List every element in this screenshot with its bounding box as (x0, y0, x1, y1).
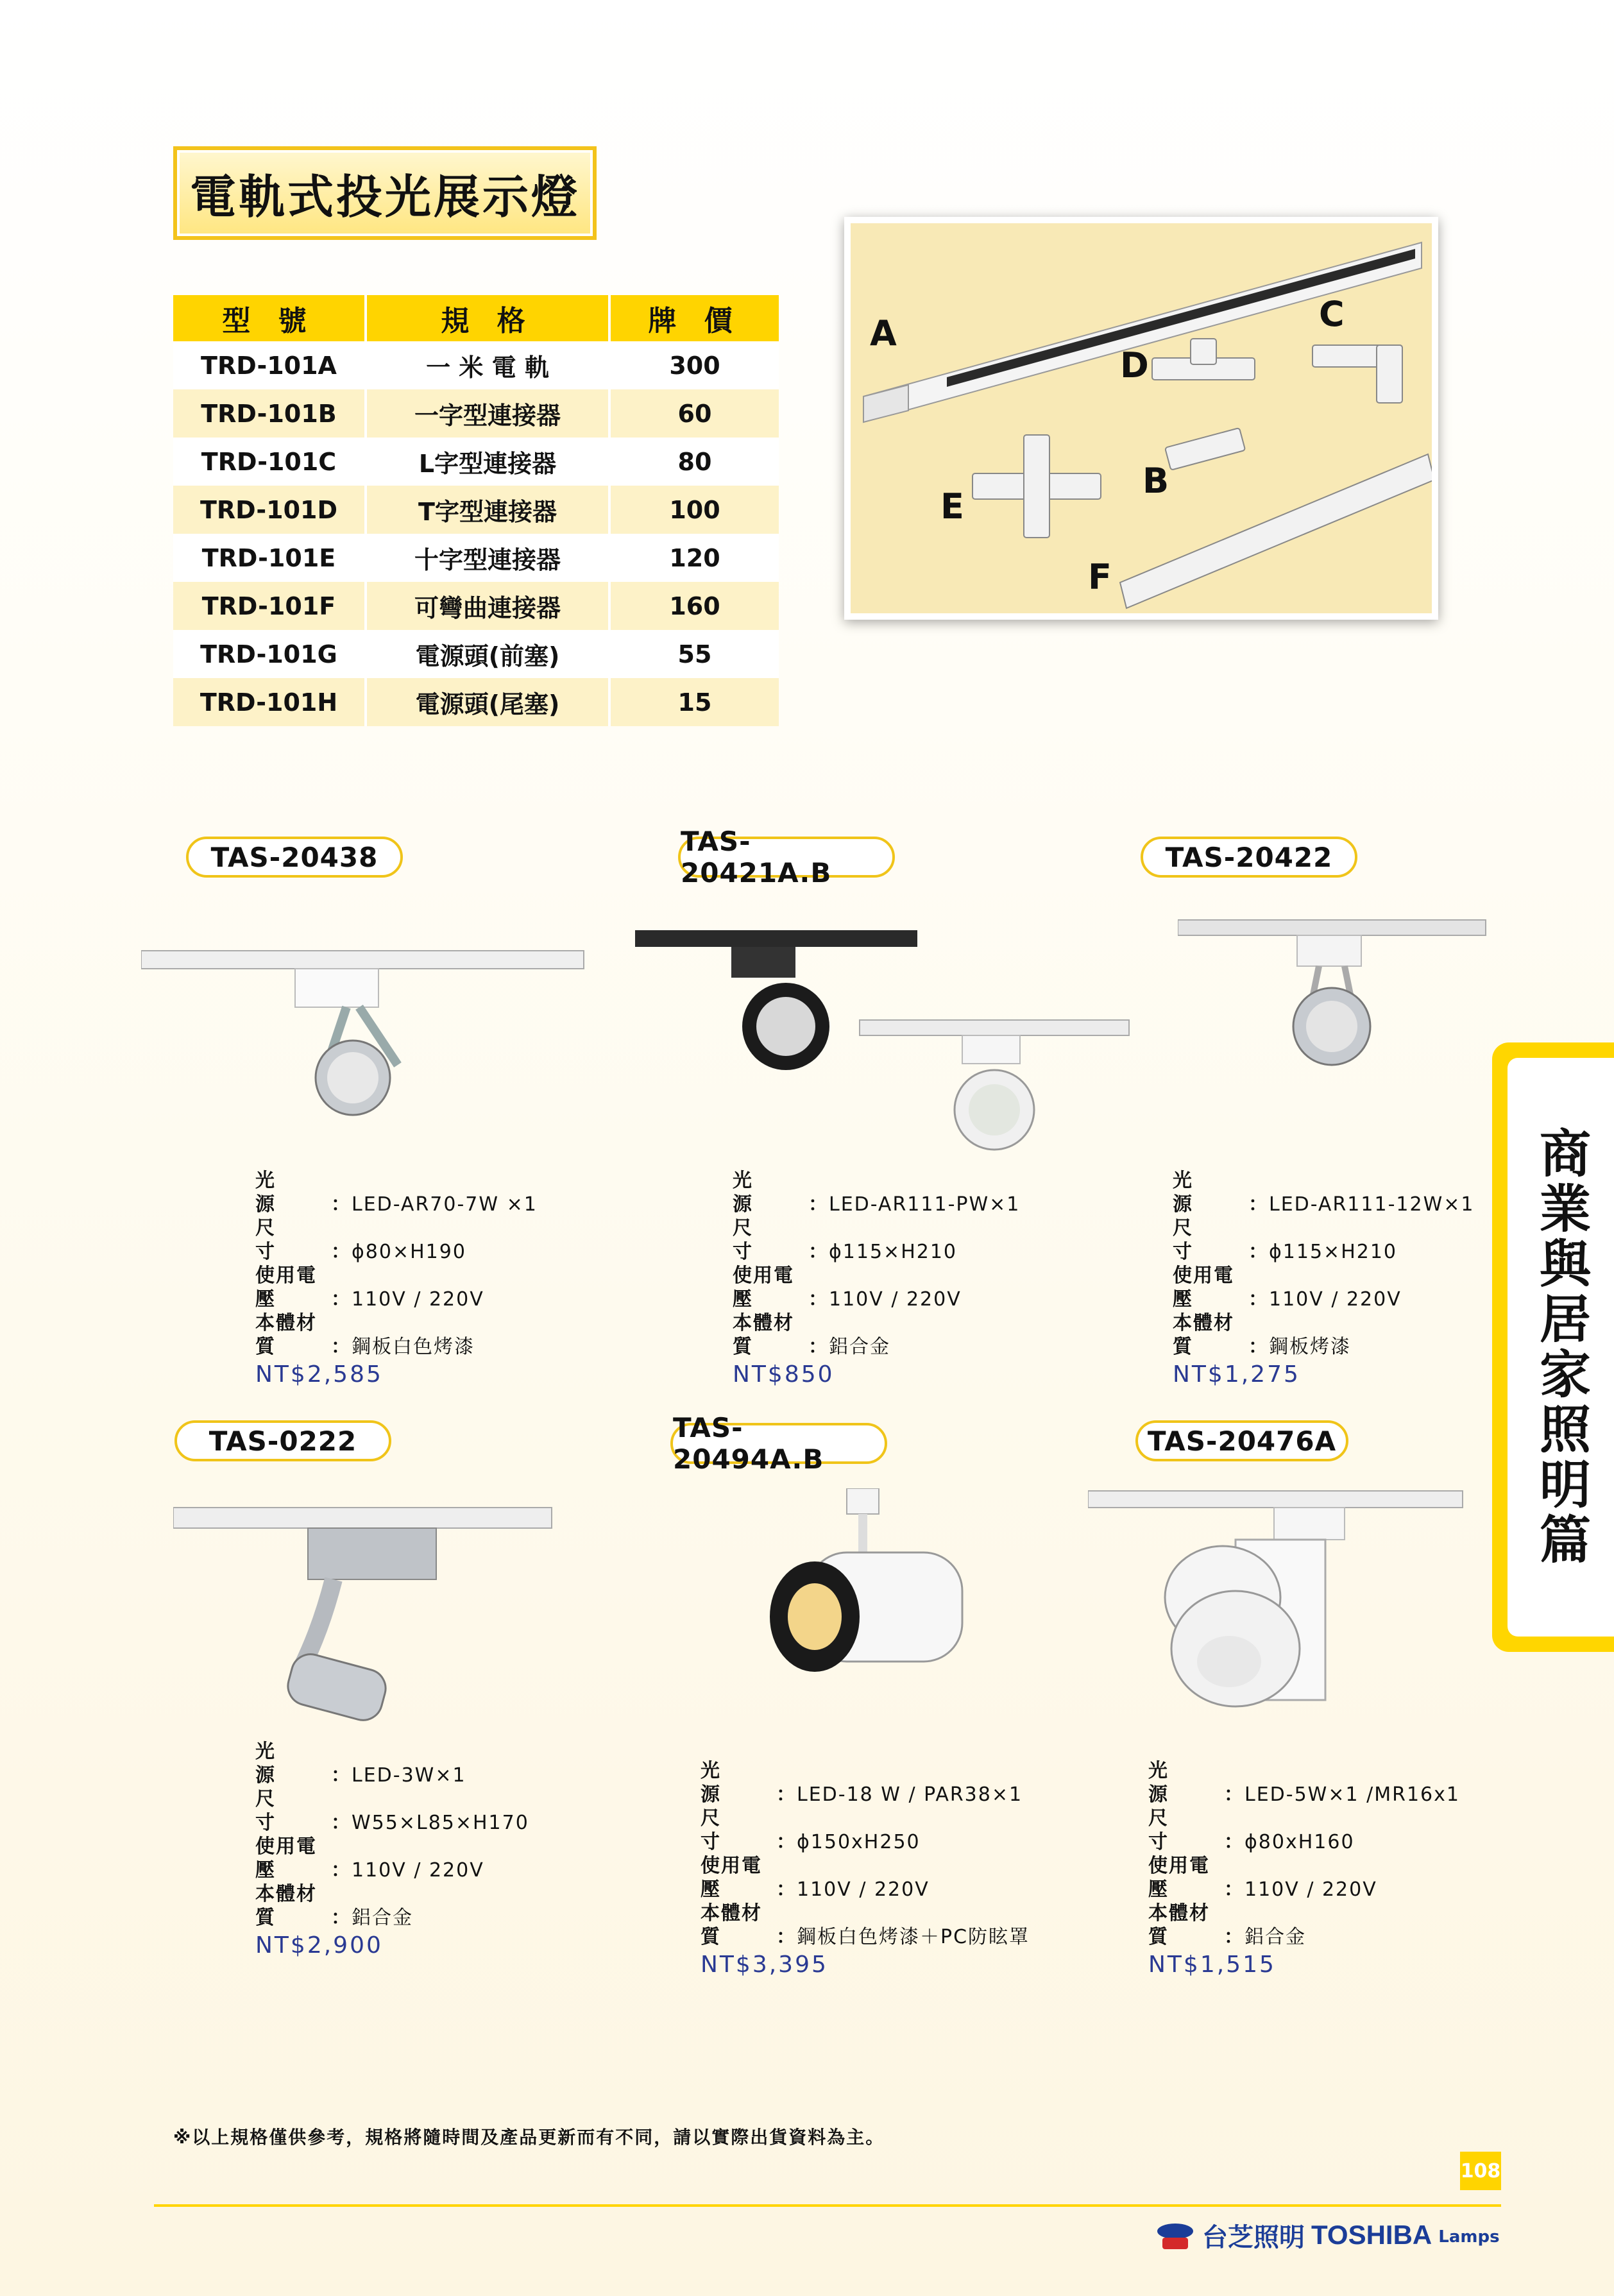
spec-key-size: 尺 寸： (1173, 1217, 1269, 1263)
spec-key-source: 光 源： (255, 1740, 352, 1787)
table-row (173, 438, 779, 486)
brand-name-sub: Lamps (1438, 2227, 1500, 2247)
spec-key-material: 本體材質： (255, 1883, 352, 1929)
spec-key-voltage: 使用電壓： (1148, 1855, 1244, 1901)
spec-size: ϕ80×H190 (352, 1241, 466, 1263)
spec-key-voltage: 使用電壓： (255, 1264, 352, 1311)
spec-key-size: 尺 寸： (733, 1217, 829, 1263)
product-price: NT$2,585 (255, 1361, 383, 1388)
cell-price: 55 (609, 630, 779, 678)
spec-size: W55×L85×H170 (352, 1812, 529, 1834)
table-row (173, 678, 779, 726)
cell-price: 120 (609, 534, 779, 582)
spec-material: 鋼板白色烤漆 (352, 1336, 475, 1358)
footer-divider (154, 2204, 1501, 2207)
specs-tas-20438 (255, 1169, 538, 1386)
table-header-row (173, 295, 779, 341)
spec-size: ϕ80xH160 (1244, 1831, 1355, 1853)
label-b: B (1143, 461, 1169, 501)
table-row (173, 389, 779, 438)
label-d: D (1120, 345, 1149, 386)
spec-source: LED-AR70-7W ×1 (352, 1193, 538, 1216)
cell-price: 160 (609, 582, 779, 630)
specs-tas-20422 (1173, 1169, 1474, 1386)
specs-tas-20476a (1148, 1759, 1460, 1977)
spec-voltage: 110V / 220V (352, 1288, 484, 1311)
header-price: 牌 價 (609, 295, 779, 341)
spec-size: ϕ115×H210 (1269, 1241, 1398, 1263)
spec-source: LED-AR111-12W×1 (1269, 1193, 1475, 1216)
spec-size: ϕ115×H210 (829, 1241, 958, 1263)
model-pill-tas-20494ab: TAS-20494A.B (670, 1423, 887, 1464)
spec-key-source: 光 源： (733, 1169, 829, 1216)
spec-material: 鋼板烤漆 (1269, 1336, 1351, 1358)
spec-material: 鋁合金 (1244, 1926, 1306, 1948)
cell-price: 100 (609, 486, 779, 534)
spec-key-voltage: 使用電壓： (701, 1855, 797, 1901)
specs-tas-20494ab (701, 1759, 1030, 1977)
table-row (173, 341, 779, 389)
cell-spec: T字型連接器 (366, 486, 609, 534)
spec-source: LED-5W×1 /MR16x1 (1244, 1783, 1460, 1806)
specs-tas-0222 (255, 1740, 529, 1957)
cell-model: TRD-101B (173, 389, 366, 438)
spec-key-material: 本體材質： (255, 1312, 352, 1358)
cell-model: TRD-101H (173, 678, 366, 726)
model-pill-tas-20438: TAS-20438 (186, 837, 403, 878)
cell-model: TRD-101D (173, 486, 366, 534)
spec-key-size: 尺 寸： (255, 1217, 352, 1263)
product-image-tas-20494ab (763, 1488, 975, 1700)
disclaimer-note: ※以上規格僅供參考，規格將隨時間及產品更新而有不同，請以實際出貨資料為主。 (173, 2127, 885, 2148)
spec-key-material: 本體材質： (1148, 1902, 1244, 1948)
table-row (173, 534, 779, 582)
spec-source: LED-18 W / PAR38×1 (797, 1783, 1023, 1806)
cell-spec: 十字型連接器 (366, 534, 609, 582)
spec-voltage: 110V / 220V (1244, 1878, 1377, 1901)
spec-voltage: 110V / 220V (829, 1288, 962, 1311)
spec-material: 鋼板白色烤漆＋PC防眩罩 (797, 1926, 1030, 1948)
cell-spec: 可彎曲連接器 (366, 582, 609, 630)
product-image-tas-20422 (1178, 911, 1492, 1078)
product-image-tas-20438 (141, 943, 590, 1123)
side-tab-label: 商業與居家照明篇 (1531, 1127, 1591, 1568)
spec-key-material: 本體材質： (701, 1902, 797, 1948)
section-side-tab (1492, 1042, 1614, 1652)
spec-source: LED-3W×1 (352, 1764, 466, 1787)
spec-key-voltage: 使用電壓： (733, 1264, 829, 1311)
spec-size: ϕ150xH250 (797, 1831, 921, 1853)
product-image-tas-20476a (1088, 1488, 1466, 1732)
cell-model: TRD-101A (173, 341, 366, 389)
product-price: NT$3,395 (701, 1952, 828, 1978)
product-image-tas-0222 (173, 1501, 558, 1739)
spec-key-material: 本體材質： (733, 1312, 829, 1358)
brand-emblem-icon (1155, 2218, 1196, 2252)
cell-spec: L字型連接器 (366, 438, 609, 486)
model-pill-tas-20422: TAS-20422 (1141, 837, 1357, 878)
model-pill-tas-20421ab: TAS-20421A.B (678, 837, 895, 878)
cell-price: 80 (609, 438, 779, 486)
product-image-tas-20421ab (635, 924, 1135, 1161)
model-pill-tas-0222: TAS-0222 (174, 1420, 391, 1461)
spec-key-source: 光 源： (701, 1760, 797, 1806)
cell-model: TRD-101E (173, 534, 366, 582)
page-title: 電軌式投光展示燈 (173, 146, 597, 240)
spec-key-source: 光 源： (1148, 1760, 1244, 1806)
label-e: E (940, 486, 964, 527)
spec-key-size: 尺 寸： (255, 1788, 352, 1834)
spec-key-size: 尺 寸： (1148, 1807, 1244, 1853)
cell-model: TRD-101G (173, 630, 366, 678)
cell-spec: 一字型連接器 (366, 389, 609, 438)
page-number: 108 (1460, 2152, 1501, 2190)
brand-name-en: TOSHIBA (1311, 2220, 1432, 2250)
spec-voltage: 110V / 220V (1269, 1288, 1402, 1311)
table-row (173, 582, 779, 630)
spec-voltage: 110V / 220V (352, 1859, 484, 1882)
label-a: A (870, 313, 897, 353)
model-pill-tas-20476a: TAS-20476A (1135, 1420, 1348, 1461)
product-price: NT$2,900 (255, 1932, 383, 1959)
spec-key-voltage: 使用電壓： (1173, 1264, 1269, 1311)
header-spec: 規 格 (366, 295, 609, 341)
product-price: NT$1,515 (1148, 1952, 1276, 1978)
price-table (173, 295, 779, 726)
table-row (173, 486, 779, 534)
cell-model: TRD-101F (173, 582, 366, 630)
cell-model: TRD-101C (173, 438, 366, 486)
spec-key-source: 光 源： (255, 1169, 352, 1216)
spec-key-source: 光 源： (1173, 1169, 1269, 1216)
header-model: 型 號 (173, 295, 366, 341)
specs-tas-20421ab (733, 1169, 1020, 1386)
rail-parts-illustration (851, 223, 1432, 613)
cell-price: 300 (609, 341, 779, 389)
spec-key-material: 本體材質： (1173, 1312, 1269, 1358)
product-price: NT$850 (733, 1361, 835, 1388)
rail-connectors-photo (844, 217, 1438, 620)
cell-price: 60 (609, 389, 779, 438)
cell-spec: 電源頭(尾塞) (366, 678, 609, 726)
spec-voltage: 110V / 220V (797, 1878, 930, 1901)
cell-spec: 電源頭(前塞) (366, 630, 609, 678)
label-f: F (1088, 557, 1112, 597)
brand-logo (1155, 2216, 1500, 2254)
product-price: NT$1,275 (1173, 1361, 1300, 1388)
label-c: C (1319, 294, 1345, 334)
brand-name-zh: 台芝照明 (1202, 2222, 1305, 2252)
cell-price: 15 (609, 678, 779, 726)
spec-key-size: 尺 寸： (701, 1807, 797, 1853)
spec-key-voltage: 使用電壓： (255, 1835, 352, 1882)
table-row (173, 630, 779, 678)
spec-source: LED-AR111-PW×1 (829, 1193, 1021, 1216)
spec-material: 鋁合金 (829, 1336, 890, 1358)
cell-spec: 一 米 電 軌 (366, 341, 609, 389)
spec-material: 鋁合金 (352, 1907, 413, 1929)
